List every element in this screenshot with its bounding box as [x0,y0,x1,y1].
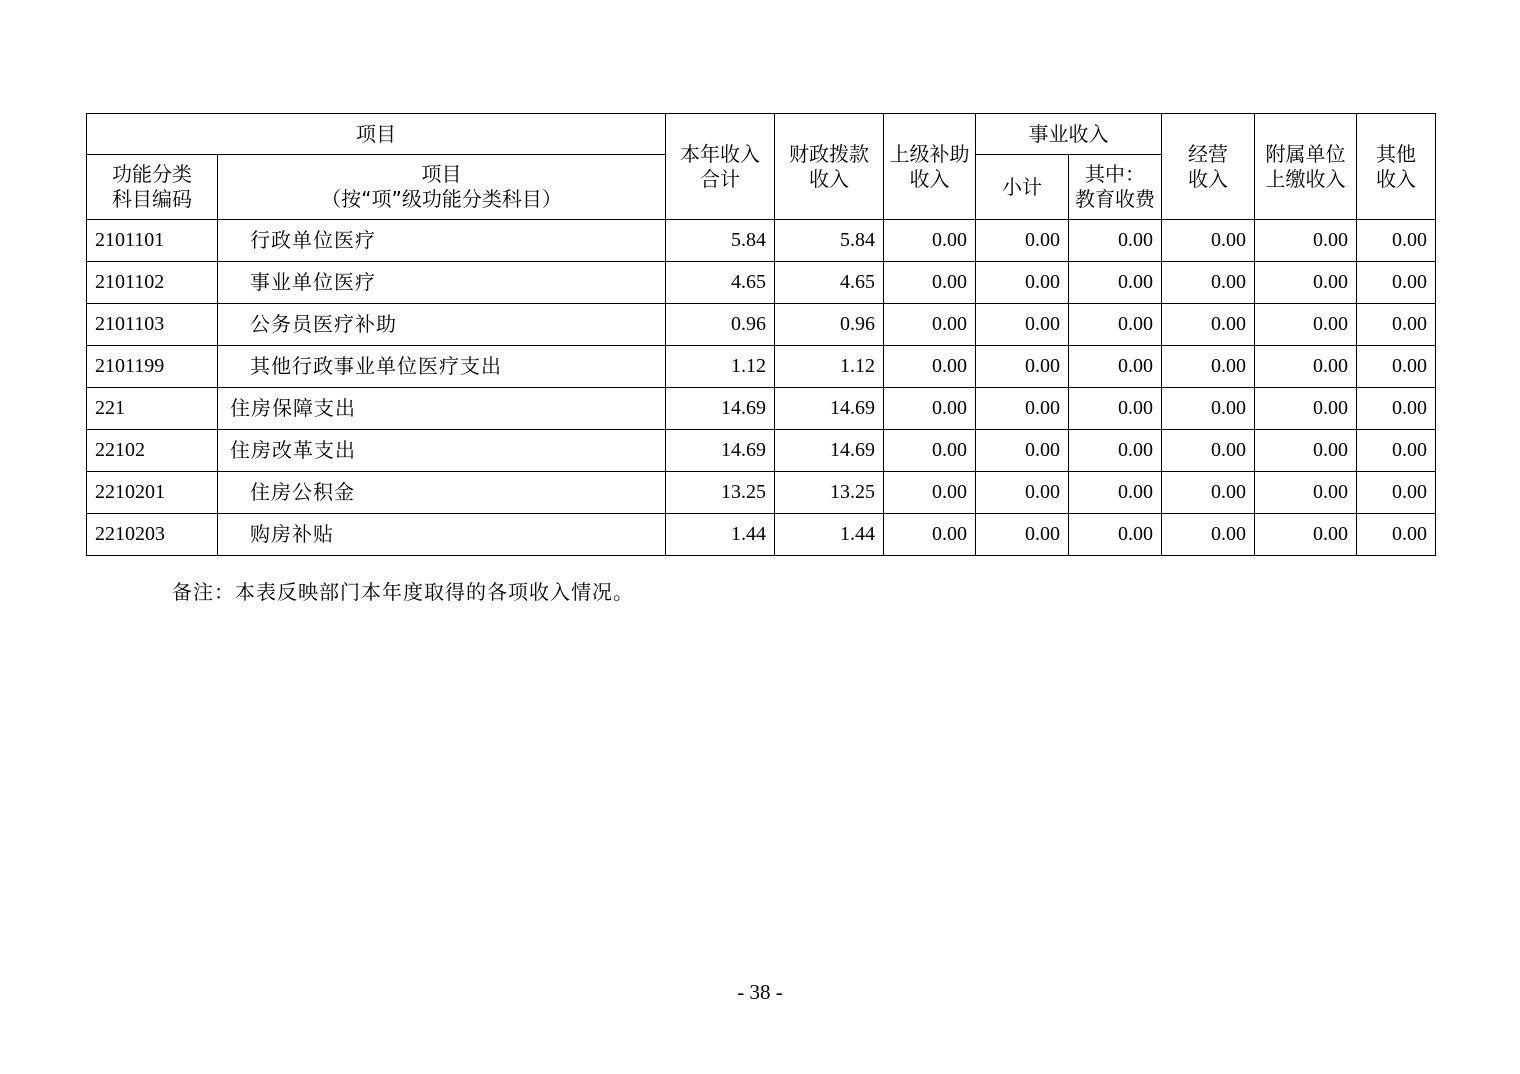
row-value-cell: 0.00 [884,346,976,388]
row-value-cell: 0.00 [1255,220,1357,262]
row-value-cell: 13.25 [775,472,884,514]
row-value-cell: 1.44 [775,514,884,556]
row-value-cell: 0.96 [666,304,775,346]
row-value-cell: 0.00 [884,472,976,514]
table-row [87,346,1436,388]
code-column-header: 功能分类 科目编码 [87,155,218,220]
row-value-cell: 0.00 [1255,262,1357,304]
table-row [87,472,1436,514]
row-value-cell: 0.00 [1069,388,1162,430]
row-value-cell: 0.00 [1357,430,1436,472]
table-row [87,304,1436,346]
row-value-cell: 0.00 [1069,430,1162,472]
row-value-cell: 5.84 [775,220,884,262]
row-value-cell: 0.00 [884,430,976,472]
row-value-cell: 0.00 [884,262,976,304]
table-row [87,220,1436,262]
row-code-cell: 2101102 [87,262,218,304]
row-value-cell: 0.00 [1357,514,1436,556]
table-footnote: 备注：本表反映部门本年度取得的各项收入情况。 [172,580,634,604]
row-name-cell: 行政单位医疗 [218,220,666,262]
row-value-cell: 0.00 [976,514,1069,556]
row-value-cell: 0.00 [1357,220,1436,262]
row-value-cell: 0.00 [1162,388,1255,430]
row-value-cell: 0.00 [1069,346,1162,388]
row-value-cell: 4.65 [666,262,775,304]
row-code-cell: 221 [87,388,218,430]
row-value-cell: 0.00 [1357,262,1436,304]
income-table-container [86,113,1436,556]
row-value-cell: 0.00 [976,472,1069,514]
row-value-cell: 0.00 [1255,304,1357,346]
row-value-cell: 0.00 [884,388,976,430]
row-value-cell: 0.00 [1069,220,1162,262]
row-value-cell: 0.00 [1255,472,1357,514]
row-value-cell: 0.00 [1357,472,1436,514]
row-value-cell: 0.00 [976,430,1069,472]
row-name-cell: 购房补贴 [218,514,666,556]
row-value-cell: 0.00 [1162,304,1255,346]
income-table [86,113,1436,556]
row-value-cell: 0.00 [884,220,976,262]
row-value-cell: 0.00 [1069,262,1162,304]
row-code-cell: 2210201 [87,472,218,514]
table-header [87,114,1436,220]
table-body [87,220,1436,556]
other-income-header: 其他 收入 [1357,114,1436,220]
name-column-header: 项目 （按“项”级功能分类科目） [218,155,666,220]
row-value-cell: 5.84 [666,220,775,262]
row-value-cell: 0.00 [1357,304,1436,346]
row-value-cell: 1.12 [666,346,775,388]
row-value-cell: 14.69 [775,388,884,430]
row-value-cell: 0.00 [1162,472,1255,514]
project-group-header: 项目 [87,114,666,155]
table-row [87,430,1436,472]
row-value-cell: 0.00 [1069,472,1162,514]
row-code-cell: 2101199 [87,346,218,388]
row-value-cell: 14.69 [775,430,884,472]
row-value-cell: 14.69 [666,388,775,430]
row-name-cell: 事业单位医疗 [218,262,666,304]
row-code-cell: 2210203 [87,514,218,556]
row-value-cell: 0.00 [976,220,1069,262]
operating-income-header: 经营 收入 [1162,114,1255,220]
row-value-cell: 0.00 [1357,346,1436,388]
row-value-cell: 0.00 [1255,514,1357,556]
row-value-cell: 0.00 [1162,346,1255,388]
row-value-cell: 0.00 [1162,430,1255,472]
row-value-cell: 0.00 [1255,388,1357,430]
business-income-group-header: 事业收入 [976,114,1162,155]
row-value-cell: 0.00 [1162,220,1255,262]
table-row [87,262,1436,304]
row-value-cell: 0.00 [976,262,1069,304]
row-value-cell: 0.00 [1357,388,1436,430]
row-code-cell: 22102 [87,430,218,472]
row-value-cell: 4.65 [775,262,884,304]
education-fee-header: 其中： 教育收费 [1069,155,1162,220]
row-value-cell: 1.12 [775,346,884,388]
row-code-cell: 2101101 [87,220,218,262]
row-value-cell: 0.96 [775,304,884,346]
page-number: - 38 - [737,980,783,1004]
row-value-cell: 0.00 [976,388,1069,430]
row-value-cell: 1.44 [666,514,775,556]
superior-subsidy-header: 上级补助 收入 [884,114,976,220]
row-value-cell: 0.00 [884,304,976,346]
table-row [87,514,1436,556]
affiliated-income-header: 附属单位 上缴收入 [1255,114,1357,220]
row-name-cell: 住房公积金 [218,472,666,514]
fiscal-income-header: 财政拨款 收入 [775,114,884,220]
row-value-cell: 0.00 [884,514,976,556]
row-value-cell: 0.00 [1255,346,1357,388]
row-value-cell: 0.00 [1069,514,1162,556]
table-row [87,388,1436,430]
row-value-cell: 0.00 [1255,430,1357,472]
row-name-cell: 其他行政事业单位医疗支出 [218,346,666,388]
row-name-cell: 住房改革支出 [218,430,666,472]
row-value-cell: 14.69 [666,430,775,472]
row-value-cell: 0.00 [1069,304,1162,346]
row-name-cell: 住房保障支出 [218,388,666,430]
row-value-cell: 0.00 [976,346,1069,388]
row-value-cell: 0.00 [1162,514,1255,556]
row-name-cell: 公务员医疗补助 [218,304,666,346]
total-income-header: 本年收入 合计 [666,114,775,220]
subtotal-header: 小计 [976,155,1069,220]
row-value-cell: 0.00 [976,304,1069,346]
row-value-cell: 13.25 [666,472,775,514]
row-code-cell: 2101103 [87,304,218,346]
row-value-cell: 0.00 [1162,262,1255,304]
